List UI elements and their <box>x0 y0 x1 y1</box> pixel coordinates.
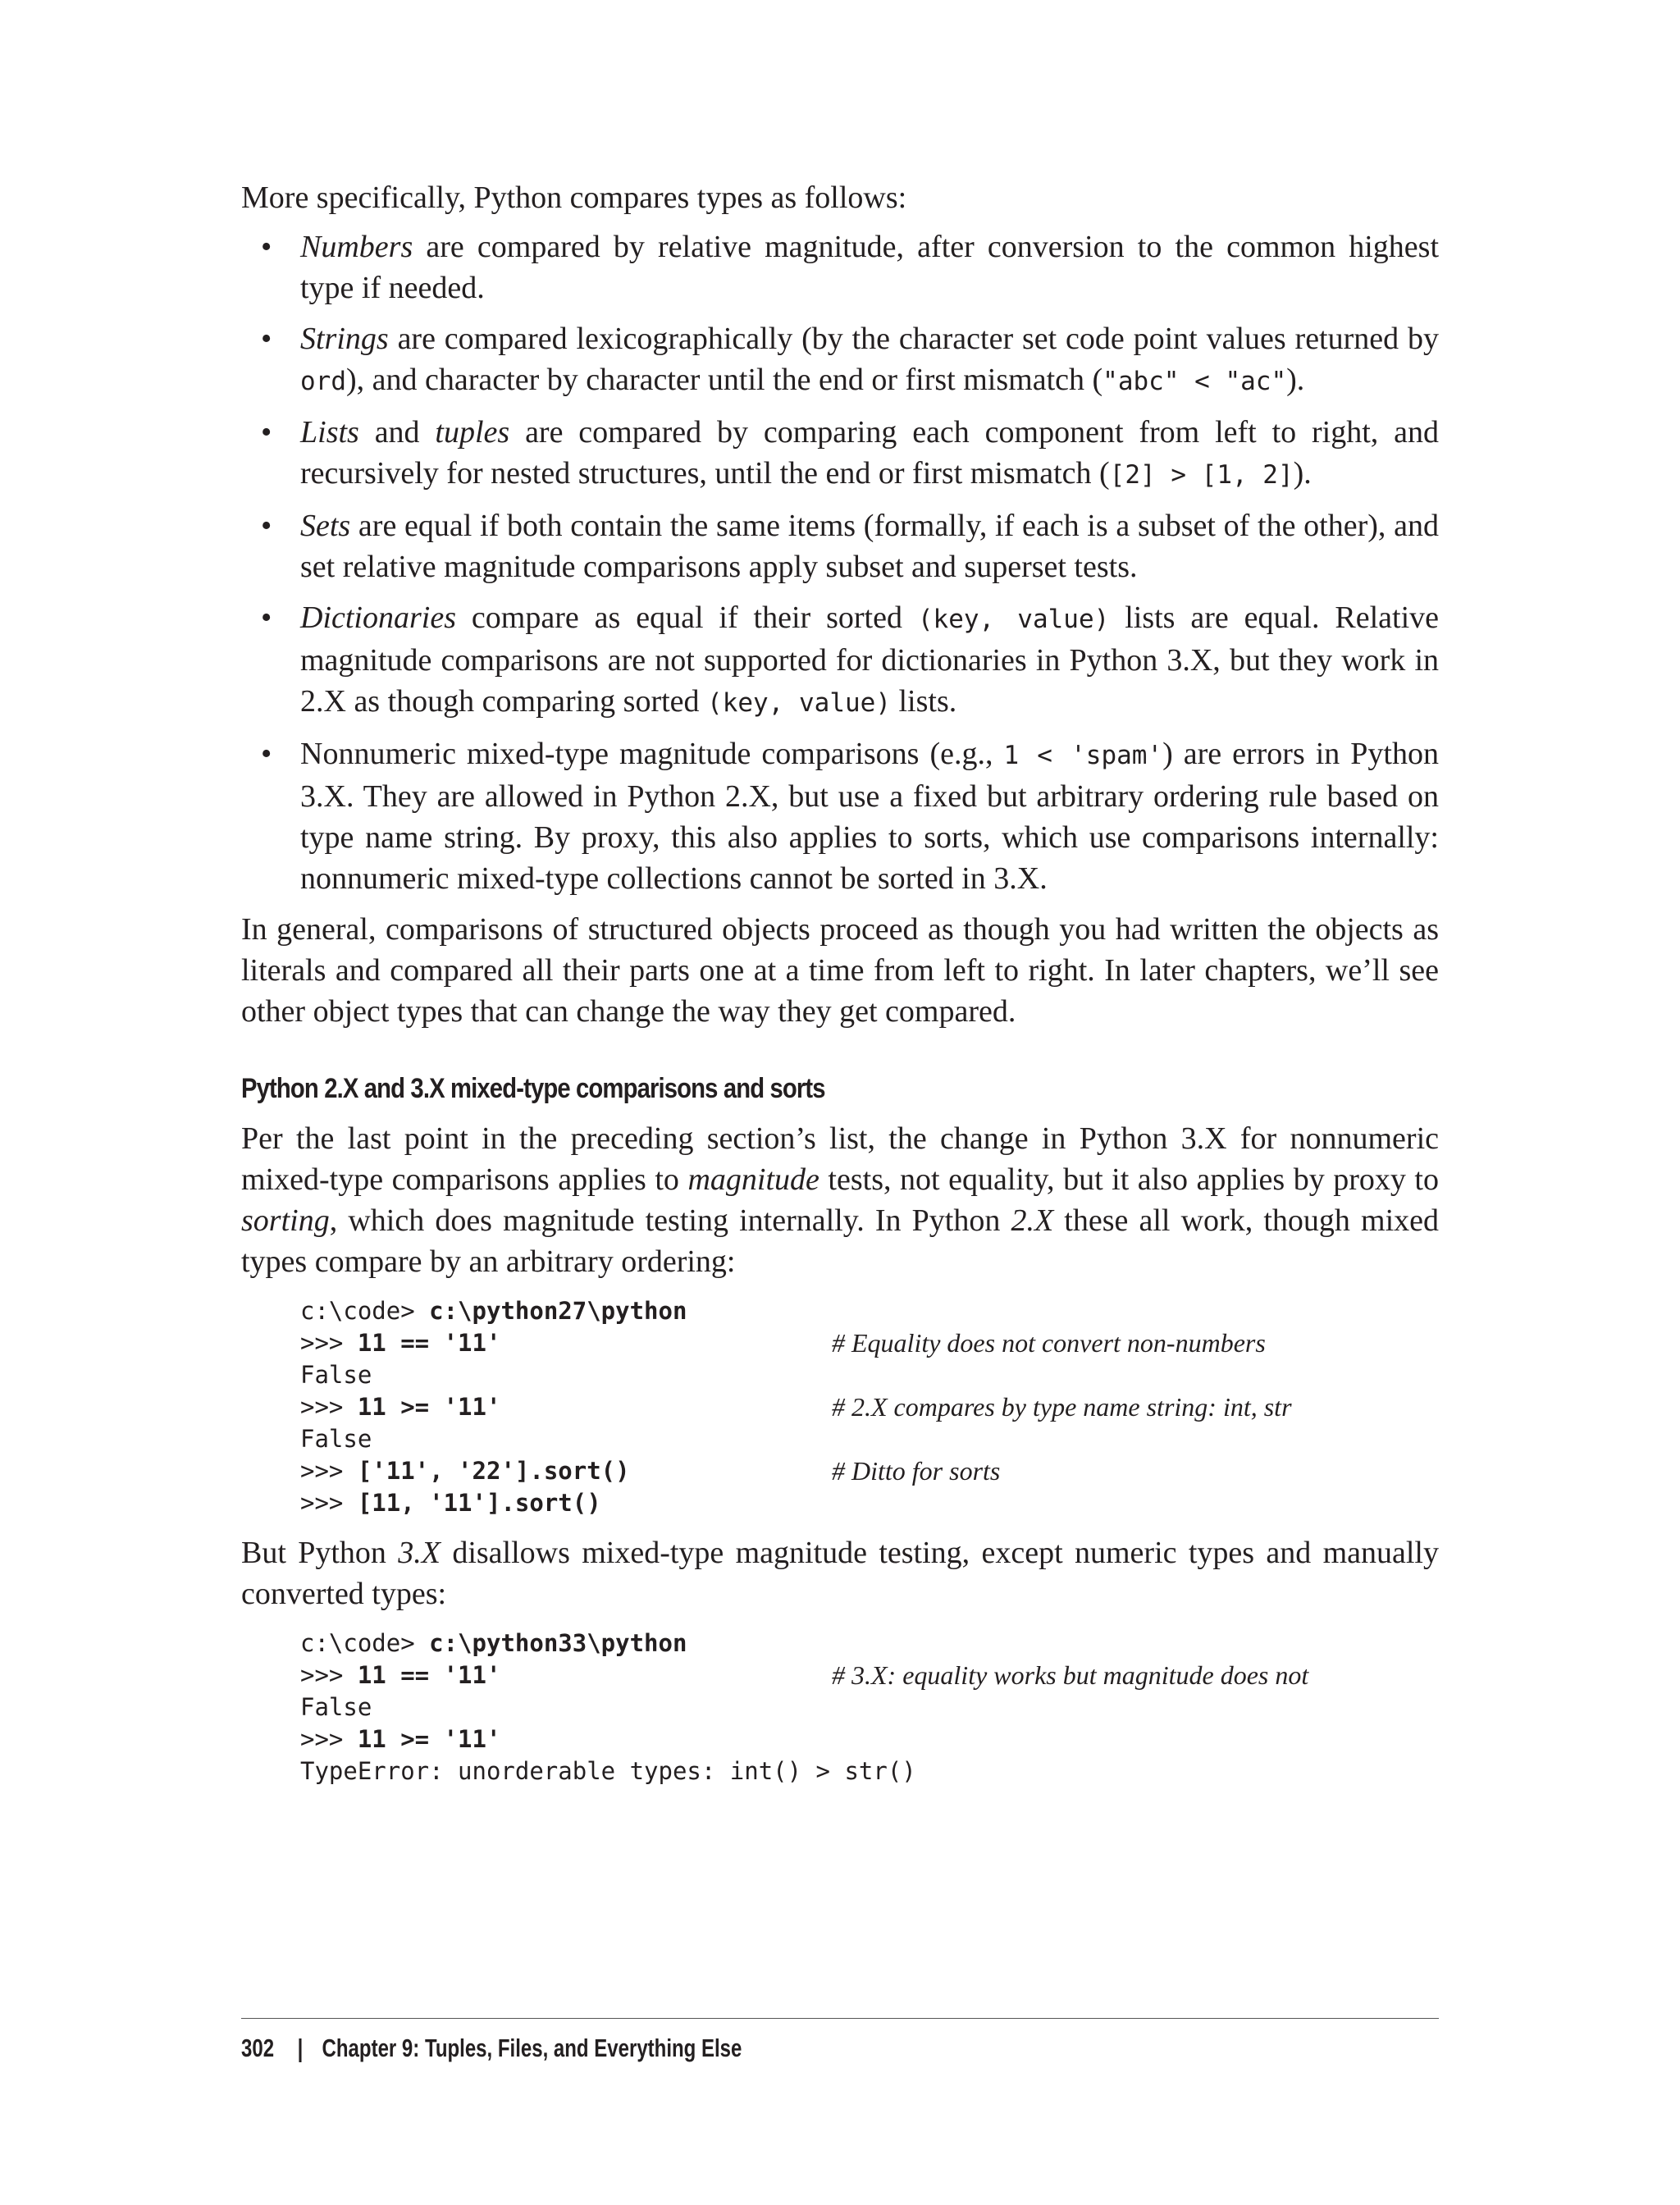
py3-text-1: But Python <box>241 1536 399 1570</box>
footer-text <box>241 2034 799 2063</box>
lists-text-3: ). <box>1293 456 1312 491</box>
code-input: 11 == '11' <box>357 1329 501 1357</box>
dicts-text-1: compare as equal if their sorted <box>455 600 918 635</box>
code-command <box>300 1327 832 1359</box>
code-key-value-1: (key, value) <box>917 605 1110 634</box>
code-input: [11, '11'].sort() <box>357 1489 601 1517</box>
code-ord: ord <box>300 367 346 396</box>
code-input: 11 >= '11' <box>357 1393 501 1421</box>
code-abc-ac: "abc" < "ac" <box>1102 367 1287 396</box>
list-item-lists-tuples <box>241 412 1439 495</box>
bullet-icon: • <box>261 600 272 635</box>
sets-text: are equal if both contain the same items (formally, if each is a subset of the other), and set relative magnitude comparisons apply subset and superset tests. <box>300 509 1439 584</box>
code-input: 11 == '11' <box>357 1661 501 1689</box>
code-command <box>300 1691 832 1723</box>
code-line <box>300 1659 1439 1691</box>
nonnumeric-text-1: Nonnumeric mixed-type magnitude comparisons (e.g., <box>300 737 1004 771</box>
term-tuples: tuples <box>435 415 510 450</box>
code-line <box>300 1423 1439 1455</box>
chapter-title: Chapter 9: Tuples, Files, and Everything Else <box>322 2034 742 2062</box>
term-dictionaries: Dictionaries <box>300 600 456 635</box>
section-text-1: Per the last point in the preceding section’s list, the change in Python 3.X for nonnumeric mixed-type comparisons applies to <box>241 1121 1439 1197</box>
strings-text-3: ). <box>1286 363 1305 397</box>
strings-text-1: are compared lexicographically (by the character set code point values returned by <box>388 322 1439 356</box>
code-line <box>300 1487 1439 1519</box>
code-prompt: c:\code> <box>300 1629 430 1657</box>
code-command <box>300 1423 832 1455</box>
code-prompt: c:\code> <box>300 1297 430 1325</box>
code-command <box>300 1659 832 1691</box>
code-prompt: False <box>300 1361 372 1389</box>
section-paragraph <box>241 1118 1439 1282</box>
term-sets: Sets <box>300 509 351 543</box>
code-line <box>300 1295 1439 1327</box>
em-sorting: sorting <box>241 1203 330 1238</box>
code-command <box>300 1295 832 1327</box>
term-numbers: Numbers <box>300 230 413 264</box>
code-comment: # Equality does not convert non-numbers <box>832 1328 1266 1358</box>
code-command <box>300 1487 832 1519</box>
code-input: ['11', '22'].sort() <box>357 1457 630 1485</box>
code-line <box>300 1691 1439 1723</box>
code-command <box>300 1755 916 1787</box>
code-command <box>300 1455 832 1487</box>
python3x-paragraph <box>241 1532 1439 1614</box>
term-lists: Lists <box>300 415 359 450</box>
code-prompt: >>> <box>300 1329 358 1357</box>
code-prompt: >>> <box>300 1393 358 1421</box>
bullet-icon: • <box>261 230 272 264</box>
lists-text-2: are compared by comparing each component from left to right, and recursively for nested structures, until the end or first mismatch ( <box>300 415 1439 491</box>
section-text-4: these all work, though mixed types compare by an arbitrary ordering: <box>241 1203 1439 1279</box>
list-item-numbers <box>241 226 1439 308</box>
code-command <box>300 1723 832 1755</box>
bullet-icon: • <box>261 415 272 450</box>
page-number: 302 <box>241 2034 275 2062</box>
code-key-value-2: (key, value) <box>707 688 891 718</box>
code-comment: # 3.X: equality works but magnitude does not <box>832 1660 1309 1690</box>
code-comment: # 2.X compares by type name string: int, str <box>832 1392 1292 1422</box>
code-line <box>300 1723 1439 1755</box>
dicts-text-3: lists. <box>891 684 957 719</box>
general-paragraph: In general, comparisons of structured objects proceed as though you had written the objects as literals and compared all their parts one at a time from left to right. In later chapters, we’ll see other object types that can change the way they get compared. <box>241 912 1439 1029</box>
numbers-text: are compared by relative magnitude, after conversion to the common highest type if needed. <box>300 230 1439 305</box>
code-list-compare: [2] > [1, 2] <box>1109 460 1294 490</box>
code-line <box>300 1359 1439 1391</box>
strings-text-2: ), and character by character until the end or first mismatch ( <box>346 363 1103 397</box>
page-body <box>241 177 1439 1801</box>
intro-paragraph: More specifically, Python compares types as follows: <box>241 180 907 215</box>
section-text-3: , which does magnitude testing internally. In Python <box>329 1203 1011 1238</box>
lists-text-1: and <box>358 415 436 450</box>
section-heading: Python 2.X and 3.X mixed-type comparisons and sorts <box>241 1073 825 1104</box>
comparison-rules-list <box>241 226 1439 899</box>
term-strings: Strings <box>300 322 389 356</box>
list-item-sets <box>241 505 1439 587</box>
code-input: 11 >= '11' <box>357 1725 501 1753</box>
code-prompt: >>> <box>300 1457 358 1485</box>
code-command <box>300 1359 832 1391</box>
code-prompt: >>> <box>300 1725 358 1753</box>
code-prompt: TypeError: unorderable types: int() > str() <box>300 1757 916 1785</box>
code-block-python33 <box>241 1628 1439 1787</box>
code-prompt: False <box>300 1693 372 1721</box>
code-prompt: False <box>300 1425 372 1453</box>
code-command <box>300 1391 832 1423</box>
footer-separator: | <box>297 2034 303 2062</box>
code-line <box>300 1391 1439 1423</box>
code-line <box>300 1755 1439 1787</box>
code-line <box>300 1628 1439 1659</box>
list-item-nonnumeric <box>241 733 1439 899</box>
list-item-dictionaries <box>241 597 1439 724</box>
em-3x: 3.X <box>398 1536 441 1570</box>
code-command <box>300 1628 832 1659</box>
code-line <box>300 1455 1439 1487</box>
code-input: c:\python33\python <box>429 1629 687 1657</box>
code-line <box>300 1327 1439 1359</box>
bullet-icon: • <box>261 737 272 771</box>
dicts-text-2: lists are equal. Relative magnitude comparisons are not supported for dictionaries in Python 3.X, but they work in 2.X as though comparing sorted <box>300 600 1440 719</box>
code-prompt: >>> <box>300 1661 358 1689</box>
py3-text-2: disallows mixed-type magnitude testing, except numeric types and manually converted types: <box>241 1536 1439 1611</box>
code-comment: # Ditto for sorts <box>832 1456 1001 1486</box>
list-item-strings <box>241 318 1439 402</box>
section-text-2: tests, not equality, but it also applies by proxy to <box>819 1162 1439 1197</box>
code-spam-compare: 1 < 'spam' <box>1003 741 1163 770</box>
em-magnitude: magnitude <box>687 1162 819 1197</box>
page-footer <box>241 2018 1439 2063</box>
code-block-python27 <box>241 1295 1439 1519</box>
em-2x: 2.X <box>1011 1203 1054 1238</box>
code-input: c:\python27\python <box>429 1297 687 1325</box>
code-prompt: >>> <box>300 1489 358 1517</box>
bullet-icon: • <box>261 322 272 356</box>
bullet-icon: • <box>261 509 272 543</box>
nonnumeric-text-2: ) are errors in Python 3.X. They are allowed in Python 2.X, but use a fixed but arbitrary ordering rule based on type name string. By proxy, this also applies to sorts, which use comparisons internally: nonnumeric mixed-type collections cannot be sorted in 3.X. <box>300 737 1439 896</box>
